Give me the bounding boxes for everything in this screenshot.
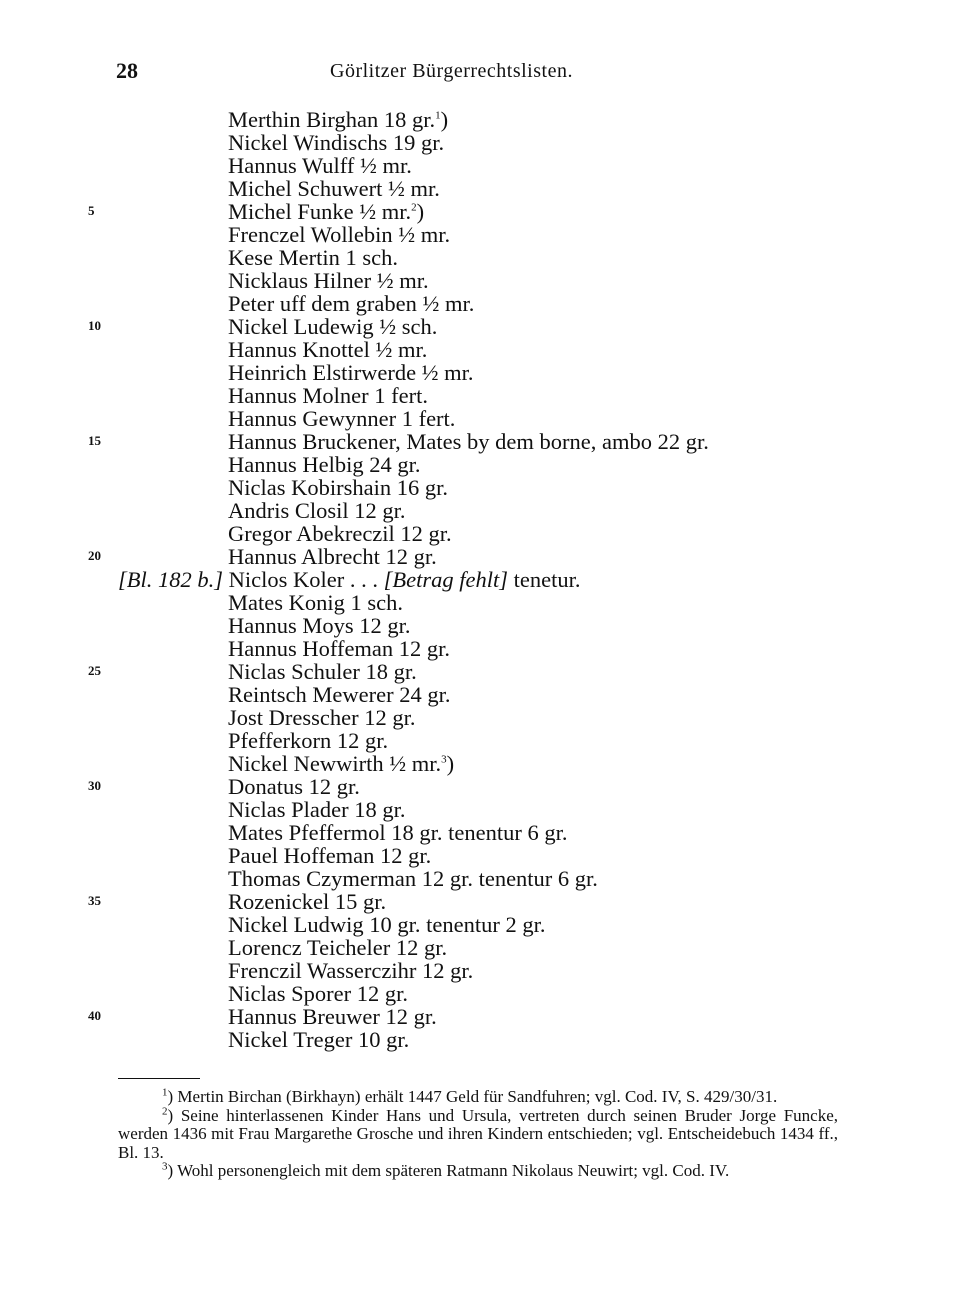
entry-line: Frenczil Wasserczihr 12 gr. [228, 958, 474, 983]
entry-line: Nickel Ludwig 10 gr. tenentur 2 gr. [228, 912, 546, 937]
entry-line: Hannus Wulff ½ mr. [228, 153, 412, 178]
line-marker: 10 [88, 318, 101, 333]
line-marker: 25 [88, 663, 101, 678]
footnote-mark: 1 [162, 1086, 168, 1099]
entry-line: Heinrich Elstirwerde ½ mr. [228, 360, 474, 385]
entry-line: Nicklaus Hilner ½ mr. [228, 268, 429, 293]
line-marker: 30 [88, 778, 101, 793]
line-marker: 40 [88, 1008, 101, 1023]
footnote-mark: 3 [162, 1160, 168, 1173]
footnote-mark: 2 [162, 1104, 168, 1117]
entry-line: Nickel Treger 10 gr. [228, 1027, 410, 1052]
entry-line: Nickel Newwirth ½ mr.$^3$) [228, 751, 455, 776]
footnote-rule [118, 1078, 200, 1079]
line-marker: 20 [88, 548, 101, 563]
entry-line: Hannus Helbig 24 gr. [228, 452, 421, 477]
footnotes [118, 1088, 838, 1181]
running-title: Görlitzer Bürgerrechtslisten. [330, 60, 573, 82]
entry-line: Niclas Kobirshain 16 gr. [228, 475, 448, 500]
entry-line: Gregor Abekreczil 12 gr. [228, 521, 452, 546]
entry-line: Niclas Schuler 18 gr. [228, 659, 417, 684]
entry-line: [Bl. 182 b.] Niclos Koler . . . [Betrag fehlt] tenetur. [118, 567, 581, 592]
entry-line: Merthin Birghan 18 gr.$^1$) [228, 107, 449, 132]
footnote-ref: 3 [441, 753, 447, 766]
entry-line: Frenczel Wollebin ½ mr. [228, 222, 451, 247]
entry-line: Reintsch Mewerer 24 gr. [228, 682, 451, 707]
footnote-ref: 1 [435, 109, 441, 122]
entry-line: Andris Closil 12 gr. [228, 498, 406, 523]
entry-line: Mates Pfeffermol 18 gr. tenentur 6 gr. [228, 820, 568, 845]
editorial-note: [Betrag fehlt] [383, 567, 508, 592]
entry-line: Hannus Bruckener, Mates by dem borne, ambo 22 gr. [228, 429, 709, 454]
entry-line: Niclas Plader 18 gr. [228, 797, 406, 822]
line-marker: 35 [88, 893, 101, 908]
entry-line: Hannus Breuwer 12 gr. [228, 1004, 437, 1029]
entry-line: Niclas Sporer 12 gr. [228, 981, 408, 1006]
footnote: $^1$) Mertin Birchan (Birkhayn) erhält 1447 Geld für Sandfuhren; vgl. Cod. IV, S. 429/30/31. [162, 1086, 778, 1106]
entry-line: Michel Funke ½ mr.$^2$) [228, 199, 425, 224]
entry-line: Pauel Hoffeman 12 gr. [228, 843, 432, 868]
line-marker: 5 [88, 203, 95, 218]
line-marker: 15 [88, 433, 101, 448]
entry-line: Nickel Windischs 19 gr. [228, 130, 445, 155]
entry-line: Peter uff dem graben ½ mr. [228, 291, 475, 316]
entry-line: Hannus Gewynner 1 fert. [228, 406, 456, 431]
entry-line: Donatus 12 gr. [228, 774, 360, 799]
entry-line: Mates Konig 1 sch. [228, 590, 403, 615]
entry-line: Hannus Knottel ½ mr. [228, 337, 428, 362]
footnote: $^2$) Seine hinterlassenen Kinder Hans und Ursula, vertreten durch seinen Bruder Jorge Funcke, werden 1436 mit Frau Margarethe Grosche und ihren Kindern entschieden; vgl. Entscheidebuch 1434 ff., Bl. 13. [118, 1104, 838, 1162]
entry-line: Jost Dresscher 12 gr. [228, 705, 416, 730]
footnote: $^3$) Wohl personengleich mit dem späteren Ratmann Nikolaus Neuwirt; vgl. Cod. IV. [162, 1160, 730, 1181]
entry-line: Michel Schuwert ½ mr. [228, 176, 440, 201]
footnote-ref: 2 [411, 201, 417, 214]
entry-line: Pfefferkorn 12 gr. [228, 728, 389, 753]
page-header [0, 58, 960, 88]
entry-line: Hannus Hoffeman 12 gr. [228, 636, 451, 661]
entry-line: Hannus Molner 1 fert. [228, 383, 428, 408]
entry-line: Hannus Moys 12 gr. [228, 613, 411, 638]
entry-line: Lorencz Teicheler 12 gr. [228, 935, 448, 960]
entry-line: Rozenickel 15 gr. [228, 889, 387, 914]
page-number: 28 [116, 58, 138, 83]
entry-line: Nickel Ludewig ½ sch. [228, 314, 438, 339]
folio-marker: [Bl. 182 b.] [118, 567, 224, 592]
entry-line: Kese Mertin 1 sch. [228, 245, 398, 270]
entry-line: Thomas Czymerman 12 gr. tenentur 6 gr. [228, 866, 598, 891]
entry-line: Hannus Albrecht 12 gr. [228, 544, 437, 569]
